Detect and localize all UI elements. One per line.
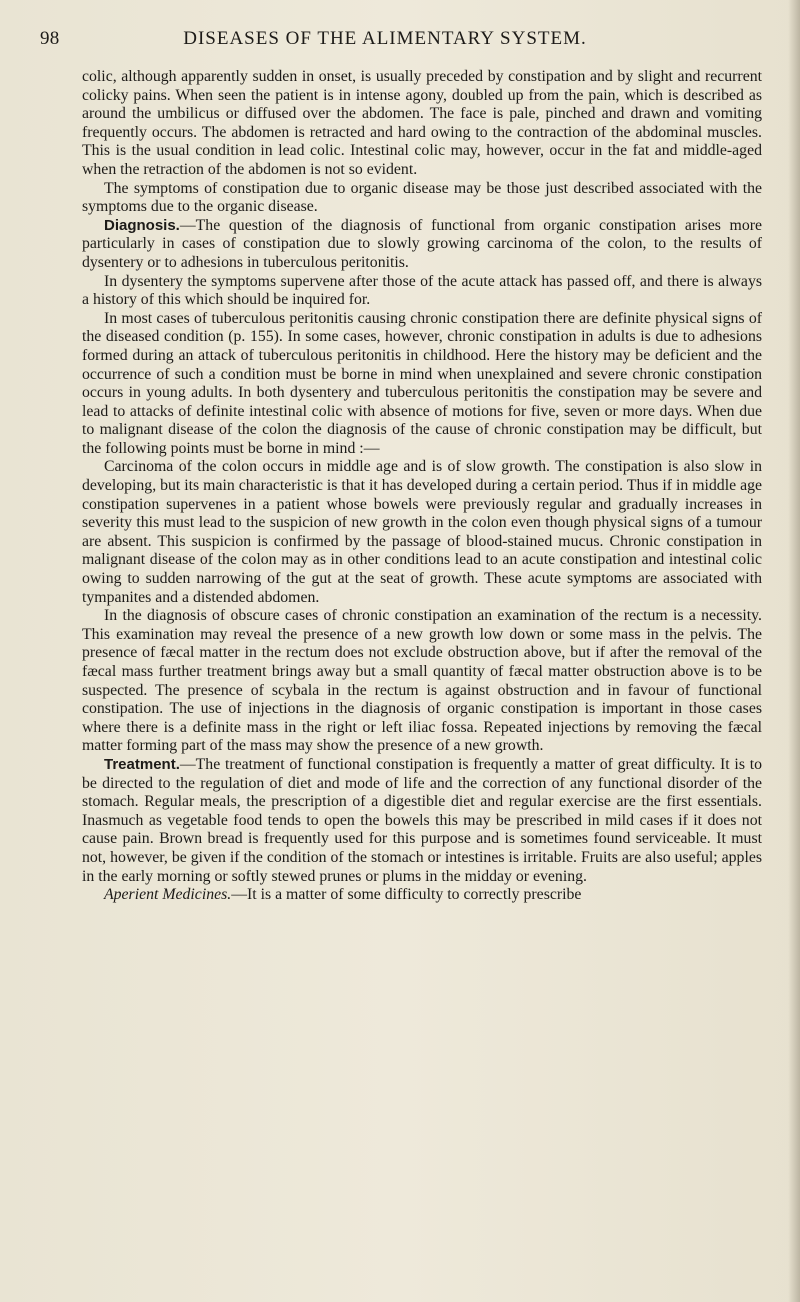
paragraph-text: In most cases of tuberculous peritonitis causing chronic constipation there are definite physical signs of the diseased condition (p. 155). In some cases, however, chronic constipation in adults is due to adhesions formed during an attack of tuberculous peritonitis in childhood. Here the history may be deficient and the occurrence of such a condition must be borne in mind when unexplained and severe chronic constipation occurs in young adults. In both dysentery and tuberculous peritonitis the constipation may be severe and lead to attacks of definite intestinal colic with absence of motions for five, seven or more days. When due to malignant disease of the colon the diagnosis of the cause of chronic constipation may be difficult, but the following points must be borne in mind :— <box>82 309 762 457</box>
paragraph-rectal-examination <box>82 607 762 756</box>
paragraph-text: In dysentery the symptoms supervene after those of the acute attack has passed off, and there is always a history of this which should be inquired for. <box>82 272 762 309</box>
paragraph-aperient-medicines <box>82 886 762 905</box>
paragraph-carcinoma <box>82 458 762 607</box>
paragraph-text: In the diagnosis of obscure cases of chronic constipation an examination of the rectum is a necessity. This examination may reveal the presence of a new growth low down or some mass in the pelvis. The presence of fæcal matter in the rectum does not exclude obstruction above, but if after the removal of the fæcal mass further treatment brings away but a small quantity of fæcal matter obstruction above is to be suspected. The presence of scybala in the rectum is against obstruction and in favour of functional constipation. The use of injections in the diagnosis of organic constipation is important in those cases where there is a definite mass in the right or left iliac fossa. Repeated injections by removing the fæcal matter forming part of the mass may show the presence of a new growth. <box>82 607 762 755</box>
paragraph-tuberculous-peritonitis <box>82 310 762 459</box>
paragraph-text: Carcinoma of the colon occurs in middle age and is of slow growth. The constipation is also slow in developing, but its main characteristic is that it has developed during a certain period. Thus if in middle age constipation supervenes in a patient whose bowels were previously regular and gradually increases in severity this must lead to the suspicion of new growth in the colon even though physical signs of a tumour are absent. This suspicion is confirmed by the passage of blood-stained mucus. Chronic constipation in malignant disease of the colon may as in other conditions lead to an acute constipation and intestinal colic owing to sudden narrowing of the gut at the seat of growth. These acute symptoms are associated with tympanites and a distended abdomen. <box>82 458 762 606</box>
paragraph-text: The symptoms of constipation due to organic disease may be those just described associated with the symptoms due to the organic disease. <box>82 179 762 216</box>
running-head: DISEASES OF THE ALIMENTARY SYSTEM. <box>183 28 587 49</box>
page-edge-shadow <box>788 0 800 1302</box>
paragraph-text: colic, although apparently sudden in onset, is usually preceded by constipation and by slight and recurrent colicky pains. When seen the patient is in intense agony, doubled up from the pain, which is described as around the umbilicus or diffused over the abdomen. The face is pale, pinched and drawn and vomiting frequently occurs. The abdomen is retracted and hard owing to the contraction of the abdominal muscles. This is the usual condition in lead colic. Intestinal colic may, however, occur in the fat and middle-aged when the retraction of the abdomen is not so evident. <box>82 68 762 178</box>
paragraph-text: —The treatment of functional constipation is frequently a matter of great difficulty. It is to be directed to the regulation of diet and mode of life and the correction of any functional disorder of the stomach. Regular meals, the prescription of a digestible diet and regular exercise are the first essentials. Inasmuch as vegetable food tends to open the bowels this may be prescribed in mild cases if it does not cause pain. Brown bread is frequently used for this purpose and is sometimes found serviceable. It must not, however, be given if the condition of the stomach or intestines is irritable. Fruits are also useful; apples in the early morning or softly stewed prunes or plums in the midday or evening. <box>82 755 762 885</box>
paragraph-text: —It is a matter of some difficulty to correctly prescribe <box>231 886 582 904</box>
page-number: 98 <box>40 28 60 49</box>
paragraph-treatment <box>82 756 762 886</box>
section-heading-aperient-medicines: Aperient Medicines. <box>104 886 232 904</box>
paragraph-text: —The question of the diagnosis of functional from organic constipation arises more particularly in cases of constipation due to slowly growing carcinoma of the colon, to the results of dysentery or to adhesions in tuberculous peritonitis. <box>82 216 762 271</box>
section-heading-diagnosis: Diagnosis. <box>104 216 180 234</box>
paragraph-diagnosis <box>82 217 762 273</box>
page-header <box>40 28 730 52</box>
paragraph-organic-symptoms <box>82 180 762 217</box>
paragraph-dysentery <box>82 273 762 310</box>
section-heading-treatment: Treatment. <box>104 755 180 773</box>
body-text <box>82 68 762 905</box>
paragraph-colic <box>82 68 762 180</box>
